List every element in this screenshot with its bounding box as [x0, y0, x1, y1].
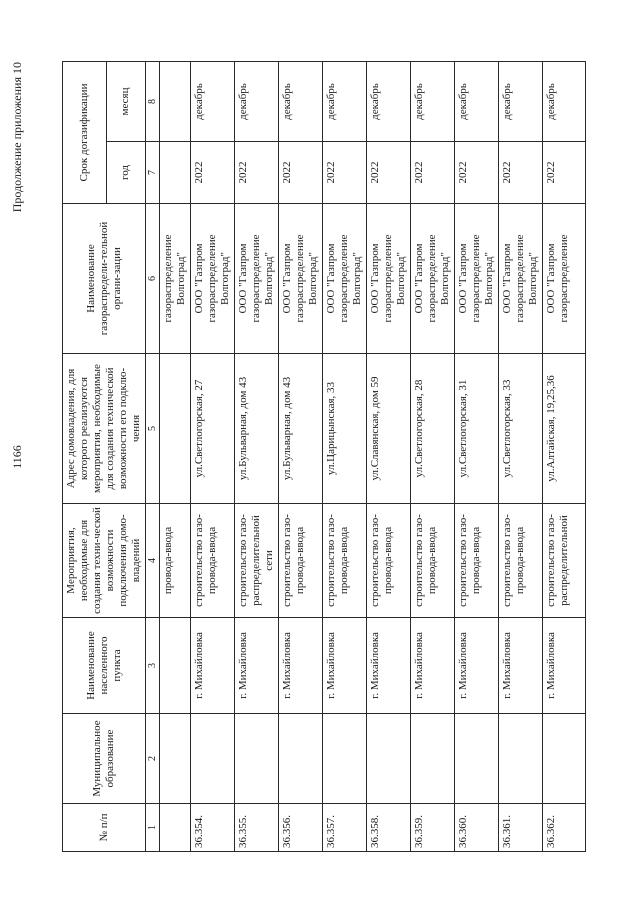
- table-row: [411, 61, 455, 851]
- row-month: декабрь: [543, 61, 586, 141]
- row-num: 36.362.: [543, 804, 586, 852]
- table-row: [543, 61, 586, 851]
- row-municipality: [499, 714, 543, 804]
- row-org: ООО "Газпром газораспределение Волгоград": [499, 204, 543, 354]
- row-municipality: [323, 714, 367, 804]
- continuation-row: [160, 61, 191, 851]
- header-address: Адрес домовладения, для которого реализуются мероприятия, необходимые для создания технической возможности его подклю-чения: [63, 354, 146, 504]
- header-settlement: Наименование населенного пункта: [63, 618, 146, 714]
- row-measure: строительство газо-распределительной: [543, 504, 586, 618]
- header-deadline: Срок догазификации: [63, 61, 107, 203]
- header-municipality: Муниципальное образование: [63, 714, 146, 804]
- row-num: 36.354.: [191, 804, 235, 852]
- row-address: ул.Царицынская, 33: [323, 354, 367, 504]
- row-num: 36.360.: [455, 804, 499, 852]
- row-year: 2022: [455, 142, 499, 204]
- row-org: ООО "Газпром газораспределение: [543, 204, 586, 354]
- column-number-row: [146, 61, 160, 851]
- cell-empty: [160, 804, 191, 852]
- row-month: декабрь: [235, 61, 279, 141]
- row-municipality: [235, 714, 279, 804]
- row-year: 2022: [367, 142, 411, 204]
- table-row: [235, 61, 279, 851]
- row-org: ООО "Газпром газораспределение Волгоград": [323, 204, 367, 354]
- cell-empty: [160, 714, 191, 804]
- column-number: 4: [146, 504, 160, 618]
- header-year: год: [106, 142, 145, 204]
- row-settlement: г. Михайловка: [499, 618, 543, 714]
- header-num: № п/п: [63, 804, 146, 852]
- continuation-org: газораспределение Волгоград": [160, 204, 191, 354]
- table-row: [323, 61, 367, 851]
- row-num: 36.355.: [235, 804, 279, 852]
- row-month: декабрь: [455, 61, 499, 141]
- column-number: 3: [146, 618, 160, 714]
- cell-empty: [160, 618, 191, 714]
- row-org: ООО "Газпром газораспределение Волгоград": [411, 204, 455, 354]
- row-num: 36.358.: [367, 804, 411, 852]
- row-num: 36.357.: [323, 804, 367, 852]
- row-measure: строительство газо-провода-ввода: [191, 504, 235, 618]
- continuation-measure: провода-ввода: [160, 504, 191, 618]
- column-number: 5: [146, 354, 160, 504]
- row-year: 2022: [279, 142, 323, 204]
- row-municipality: [411, 714, 455, 804]
- column-number: 6: [146, 204, 160, 354]
- row-num: 36.361.: [499, 804, 543, 852]
- header-measures: Мероприятия, необходимые для создания техни-ческой возможности подключения домо-владений: [63, 504, 146, 618]
- gasification-table: [62, 61, 586, 852]
- row-settlement: г. Михайловка: [191, 618, 235, 714]
- table-row: [499, 61, 543, 851]
- row-year: 2022: [411, 142, 455, 204]
- row-address: ул.Светлогорская, 28: [411, 354, 455, 504]
- table-row: [191, 61, 235, 851]
- table-header-row: [63, 61, 107, 851]
- row-month: декабрь: [499, 61, 543, 141]
- row-num: 36.356.: [279, 804, 323, 852]
- cell-empty: [160, 354, 191, 504]
- row-settlement: г. Михайловка: [455, 618, 499, 714]
- row-address: ул.Светлогорская, 33: [499, 354, 543, 504]
- row-address: ул.Бульварная, дом 43: [279, 354, 323, 504]
- table-row: [367, 61, 411, 851]
- column-number: 8: [146, 61, 160, 141]
- row-address: ул.Бульварная, дом 43: [235, 354, 279, 504]
- column-number: 7: [146, 142, 160, 204]
- row-measure: строительство газо-провода-ввода: [323, 504, 367, 618]
- header-org: Наименование газораспредели-тельной органи-зации: [63, 204, 146, 354]
- row-month: декабрь: [367, 61, 411, 141]
- row-org: ООО "Газпром газораспределение Волгоград": [367, 204, 411, 354]
- row-year: 2022: [191, 142, 235, 204]
- row-address: ул.Светлогорская, 27: [191, 354, 235, 504]
- row-org: ООО "Газпром газораспределение Волгоград": [191, 204, 235, 354]
- row-municipality: [191, 714, 235, 804]
- rotated-table-container: [10, 62, 582, 852]
- row-year: 2022: [235, 142, 279, 204]
- column-number: 1: [146, 804, 160, 852]
- row-settlement: г. Михайловка: [279, 618, 323, 714]
- table-row: [279, 61, 323, 851]
- row-address: ул.Славянская, дом 59: [367, 354, 411, 504]
- row-month: декабрь: [323, 61, 367, 141]
- row-year: 2022: [499, 142, 543, 204]
- row-municipality: [367, 714, 411, 804]
- row-measure: строительство газо-провода-ввода: [279, 504, 323, 618]
- row-org: ООО "Газпром газораспределение Волгоград": [235, 204, 279, 354]
- row-month: декабрь: [191, 61, 235, 141]
- row-measure: строительство газо-провода-ввода: [411, 504, 455, 618]
- row-municipality: [279, 714, 323, 804]
- row-settlement: г. Михайловка: [411, 618, 455, 714]
- row-measure: строительство газо-распределительной сети: [235, 504, 279, 618]
- appendix-label: Продолжение приложения 10: [10, 62, 24, 213]
- table-row: [455, 61, 499, 851]
- row-num: 36.359.: [411, 804, 455, 852]
- row-municipality: [543, 714, 586, 804]
- row-settlement: г. Михайловка: [323, 618, 367, 714]
- row-address: ул.Алтайская, 19,25,36: [543, 354, 586, 504]
- row-municipality: [455, 714, 499, 804]
- header-month: месяц: [106, 61, 145, 141]
- row-org: ООО "Газпром газораспределение Волгоград": [279, 204, 323, 354]
- row-org: ООО "Газпром газораспределение Волгоград": [455, 204, 499, 354]
- page-number: 1166: [10, 445, 24, 469]
- row-year: 2022: [323, 142, 367, 204]
- row-settlement: г. Михайловка: [367, 618, 411, 714]
- row-address: ул.Светлогорская, 31: [455, 354, 499, 504]
- cell-empty: [160, 61, 191, 141]
- row-year: 2022: [543, 142, 586, 204]
- row-measure: строительство газо-провода-ввода: [455, 504, 499, 618]
- row-measure: строительство газо-провода-ввода: [367, 504, 411, 618]
- row-measure: строительство газо-провода-ввода: [499, 504, 543, 618]
- column-number: 2: [146, 714, 160, 804]
- row-month: декабрь: [411, 61, 455, 141]
- cell-empty: [160, 142, 191, 204]
- row-settlement: г. Михайловка: [235, 618, 279, 714]
- row-month: декабрь: [279, 61, 323, 141]
- row-settlement: г. Михайловка: [543, 618, 586, 714]
